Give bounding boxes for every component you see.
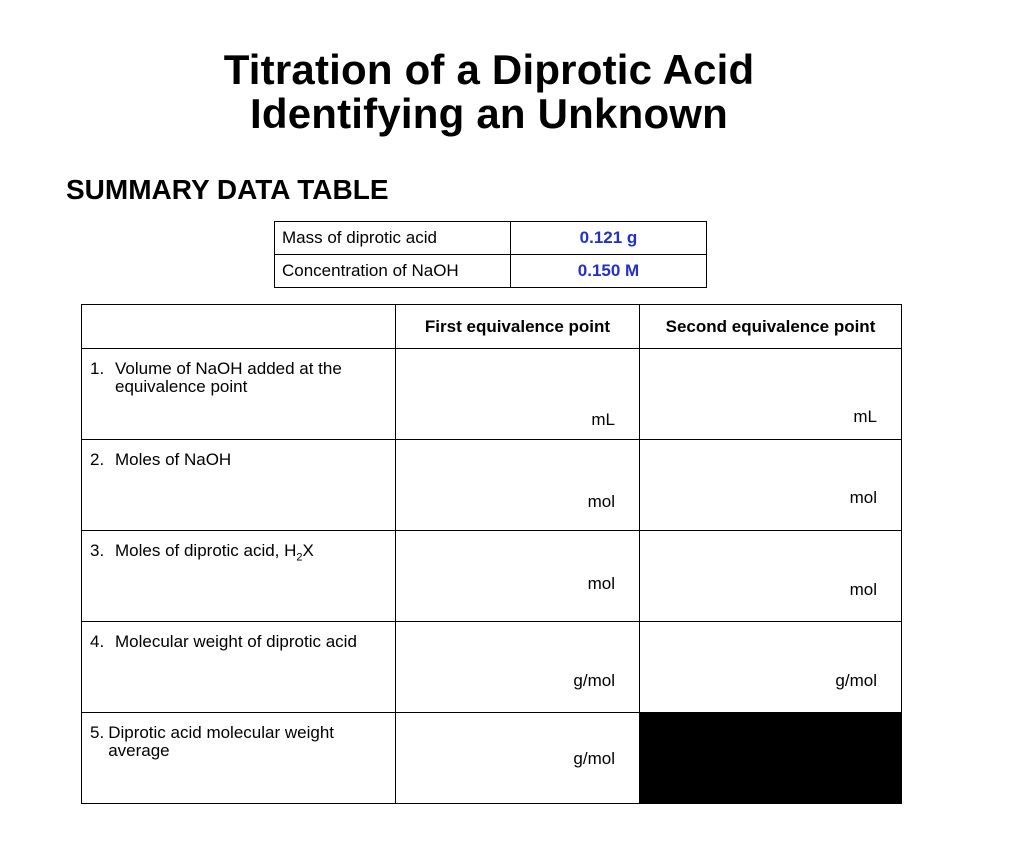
unit-label: mL — [591, 410, 615, 429]
table-row — [82, 622, 902, 713]
concentration-label: Concentration of NaOH — [275, 255, 511, 288]
row-label: Volume of NaOH added at the equivalence point — [115, 359, 342, 396]
unit-label: mL — [853, 407, 877, 426]
first-equivalence-cell[interactable] — [396, 622, 640, 713]
second-equivalence-cell[interactable] — [640, 531, 902, 622]
second-equivalence-cell[interactable] — [640, 349, 902, 440]
mass-label: Mass of diprotic acid — [275, 222, 511, 255]
unit-label: mol — [587, 574, 615, 593]
summary-heading: SUMMARY DATA TABLE — [66, 174, 389, 205]
row-label-cell — [82, 531, 396, 622]
concentration-row — [275, 255, 707, 288]
row-number: 2. — [90, 450, 105, 469]
first-equivalence-cell[interactable] — [396, 713, 640, 804]
row-label: Moles of NaOH — [115, 450, 232, 469]
row-label: Moles of diprotic acid, $H_2X$ — [115, 541, 314, 564]
unit-label: g/mol — [573, 749, 615, 768]
row-label-cell — [82, 440, 396, 531]
first-equivalence-cell[interactable] — [396, 531, 640, 622]
row-label-cell — [82, 349, 396, 440]
summary-data-table — [81, 304, 902, 804]
second-equivalence-cell[interactable] — [640, 440, 902, 531]
unit-label: mol — [849, 488, 877, 507]
first-equivalence-cell[interactable] — [396, 440, 640, 531]
row-label-cell — [82, 622, 396, 713]
first-equivalence-cell[interactable] — [396, 349, 640, 440]
header-first-equivalence: First equivalence point — [396, 305, 640, 349]
mass-row — [275, 222, 707, 255]
page-title: Titration of a Diprotic Acid — [223, 46, 755, 93]
unit-label: mol — [849, 580, 877, 599]
mass-value: 0.121 g — [511, 222, 707, 255]
row-number: 3. — [90, 541, 105, 560]
blocked-cell — [640, 713, 902, 804]
concentration-value: 0.150 M — [511, 255, 707, 288]
row-number: 4. — [90, 632, 105, 651]
header-second-equivalence: Second equivalence point — [640, 305, 902, 349]
row-label: Molecular weight of diprotic acid — [115, 632, 357, 651]
row-label-cell — [82, 713, 396, 804]
table-row — [82, 713, 902, 804]
table-row — [82, 531, 902, 622]
unit-label: g/mol — [835, 671, 877, 690]
table-row — [82, 349, 902, 440]
table-row — [82, 440, 902, 531]
page-subtitle: Identifying an Unknown — [249, 90, 729, 137]
unit-label: g/mol — [573, 671, 615, 690]
row-number: 1. — [90, 359, 105, 378]
header-row — [82, 305, 902, 349]
header-empty — [82, 305, 396, 349]
unit-label: mol — [587, 492, 615, 511]
row-number: 5. — [90, 723, 105, 742]
info-table — [274, 221, 707, 288]
row-label: Diprotic acid molecular weight average — [108, 723, 335, 760]
second-equivalence-cell[interactable] — [640, 622, 902, 713]
